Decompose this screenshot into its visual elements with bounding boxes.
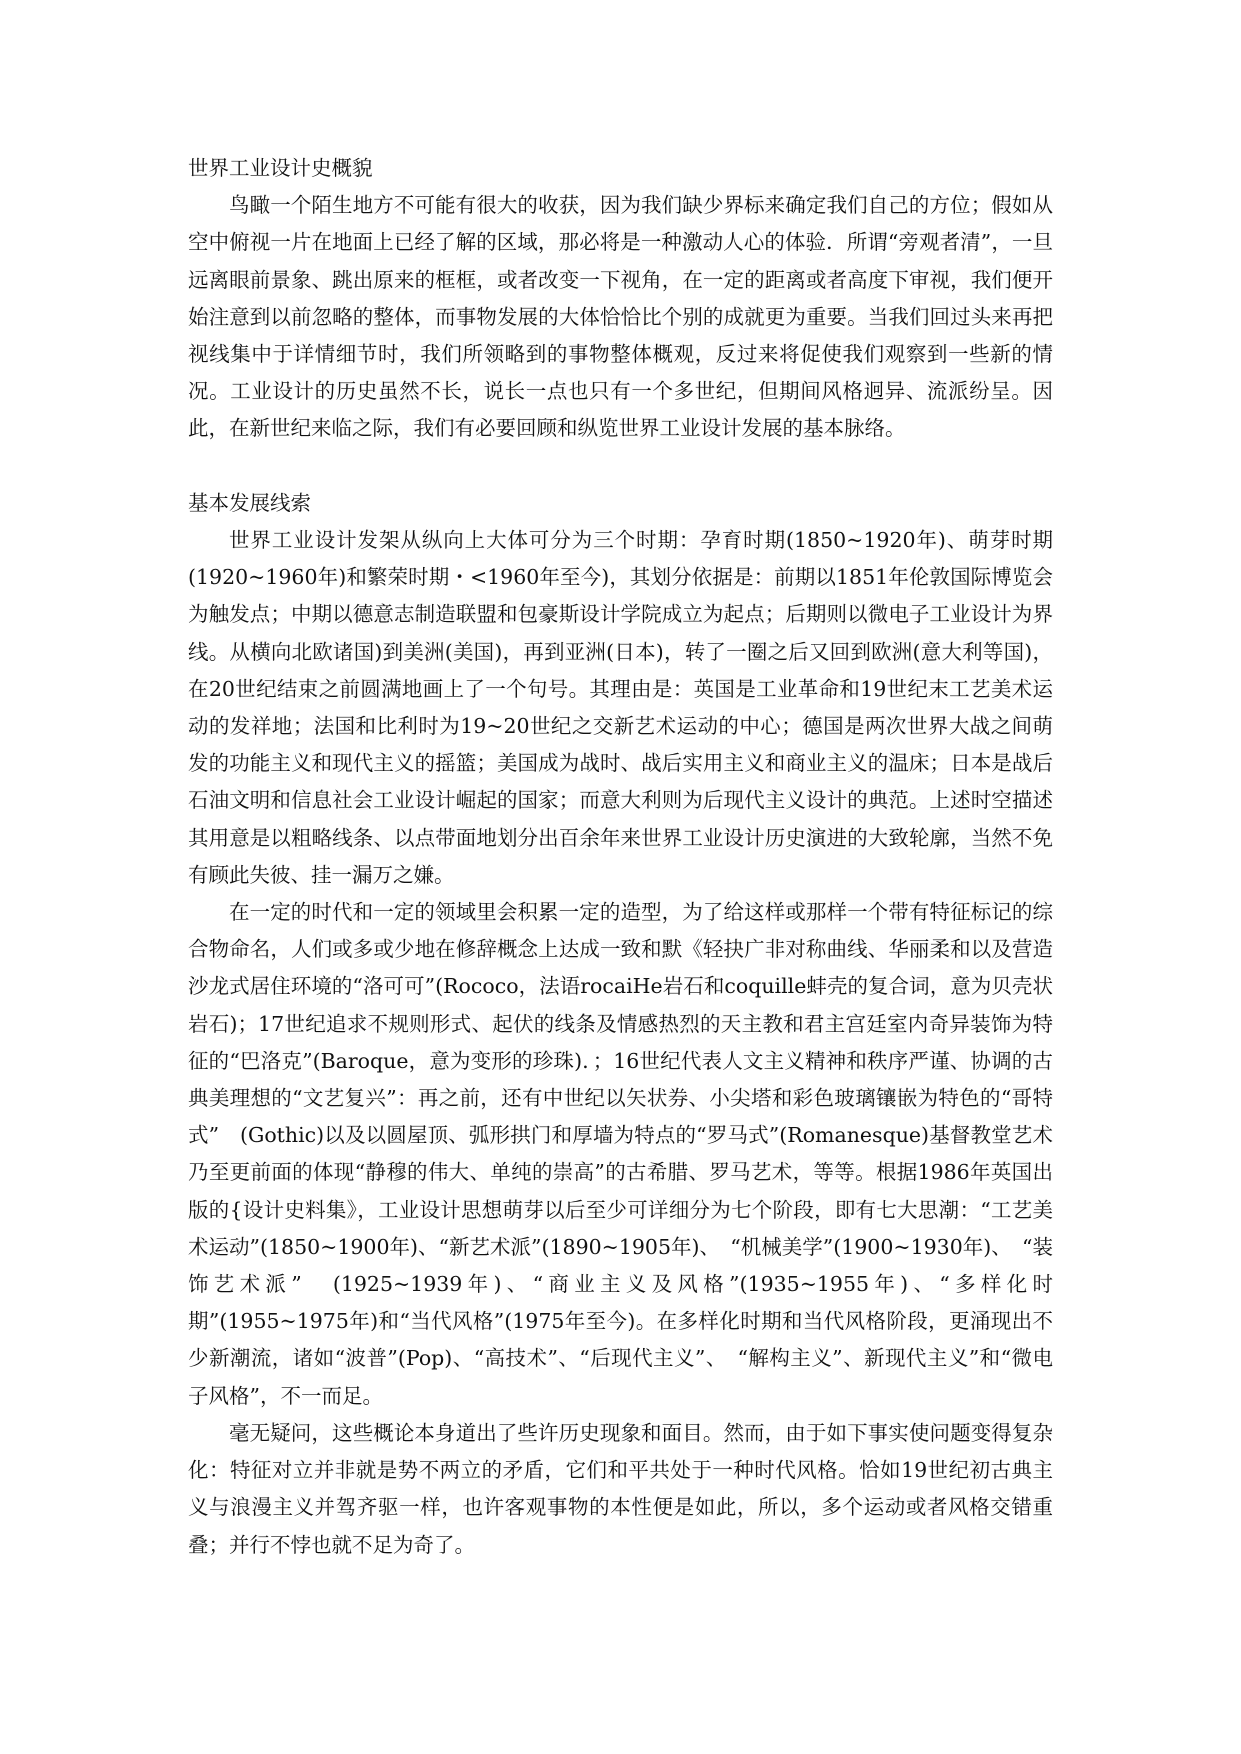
body-paragraph: 在一定的时代和一定的领域里会积累一定的造型，为了给这样或那样一个带有特征标记的综合物命名，人们或多或少地在修辞概念上达成一致和默《轻抉广非对称曲线、华丽柔和以及营造沙龙式居住环境的“洛可可”(Rococo，法语rocaiHe岩石和coquille蚌壳的复合词，意为贝壳状岩石)；17世纪追求不规则形式、起伏的线条及情感热烈的天主教和君主宫廷室内奇异装饰为特征的“巴洛克”(Baroque，意为变形的珍珠)．；16世纪代表人文主义精神和秩序严谨、协调的古典美理想的“文艺复兴”：再之前，还有中世纪以矢状券、小尖塔和彩色玻璃镶嵌为特色的“哥特式” (Gothic)以及以圆屋顶、弧形拱门和厚墙为特点的“罗马式”(Romanesque)基督教堂艺术乃至更前面的体现“静穆的伟大、单纯的崇高”的古希腊、罗马艺术，等等。根据1986年英国出版的{设计史料集》，工业设计思想萌芽以后至少可详细分为七个阶段，即有七大思潮：“工艺美术运动”(1850~1900年)、“新艺术派”(1890~1905年)、 “机械美学”(1900~1930年)、 “装饰艺术派” (1925~1939年)、“商业主义及风格”(1935~1955年)、“多样化时期”(1955~1975年)和“当代风格”(1975年至今)。在多样化时期和当代风格阶段，更涌现出不少新潮流，诸如“波普”(Pop)、“高技术”、“后现代主义”、 “解构主义”、新现代主义”和“微电子风格”，不一而足。 xyxy=(188,900,1053,1408)
body-paragraph: 世界工业设计发架从纵向上大体可分为三个时期：孕育时期(1850~1920年)、萌芽时期(1920~1960年)和繁荣时期・<1960年至今)，其划分依据是：前期以1851年伦敦国际博览会为触发点；中期以德意志制造联盟和包豪斯设计学院成立为起点；后期则以微电子工业设计为界线。从横向北欧诸国)到美洲(美国)，再到亚洲(日本)，转了一圈之后又回到欧洲(意大利等国)，在20世纪结束之前圆满地画上了一个句号。其理由是：英国是工业革命和19世纪末工艺美术运动的发祥地；法国和比利时为19~20世纪之交新艺术运动的中心；德国是两次世界大战之间萌发的功能主义和现代主义的摇篮；美国成为战时、战后实用主义和商业主义的温床；日本是战后石油文明和信息社会工业设计崛起的国家；而意大利则为后现代主义设计的典范。上述时空描述其用意是以粗略线条、以点带面地划分出百余年来世界工业设计历史演进的大致轮廓，当然不免有顾此失彼、挂一漏万之嫌。 xyxy=(188,528,1053,887)
body-paragraph: 毫无疑问，这些概论本身道出了些许历史现象和面目。然而，由于如下事实使问题变得复杂化：特征对立并非就是势不两立的矛盾，它们和平共处于一种时代风格。恰如19世纪初古典主义与浪漫主义并驾齐驱一样，也许客观事物的本性便是如此，所以，多个运动或者风格交错重叠；并行不悖也就不足为奇了。 xyxy=(188,1420,1053,1557)
document-title: 世界工业设计史概貌 xyxy=(188,156,373,180)
intro-paragraph: 鸟瞰一个陌生地方不可能有很大的收获，因为我们缺少界标来确定我们自己的方位；假如从空中俯视一片在地面上已经了解的区域，那必将是一种激动人心的体验．所谓“旁观者清”，一旦远离眼前景象、跳出原来的框框，或者改变一下视角，在一定的距离或者高度下审视，我们便开始注意到以前忽略的整体，而事物发展的大体恰恰比个别的成就更为重要。当我们回过头来再把视线集中于详情细节时，我们所领略到的事物整体概观，反过来将促使我们观察到一些新的情况。工业设计的历史虽然不长，说长一点也只有一个多世纪，但期间风格迥异、流派纷呈。因此，在新世纪来临之际，我们有必要回顾和纵览世界工业设计发展的基本脉络。 xyxy=(188,193,1053,441)
section-title: 基本发展线索 xyxy=(188,490,311,515)
document-body xyxy=(188,150,1053,1564)
section-spacer xyxy=(188,448,1053,485)
